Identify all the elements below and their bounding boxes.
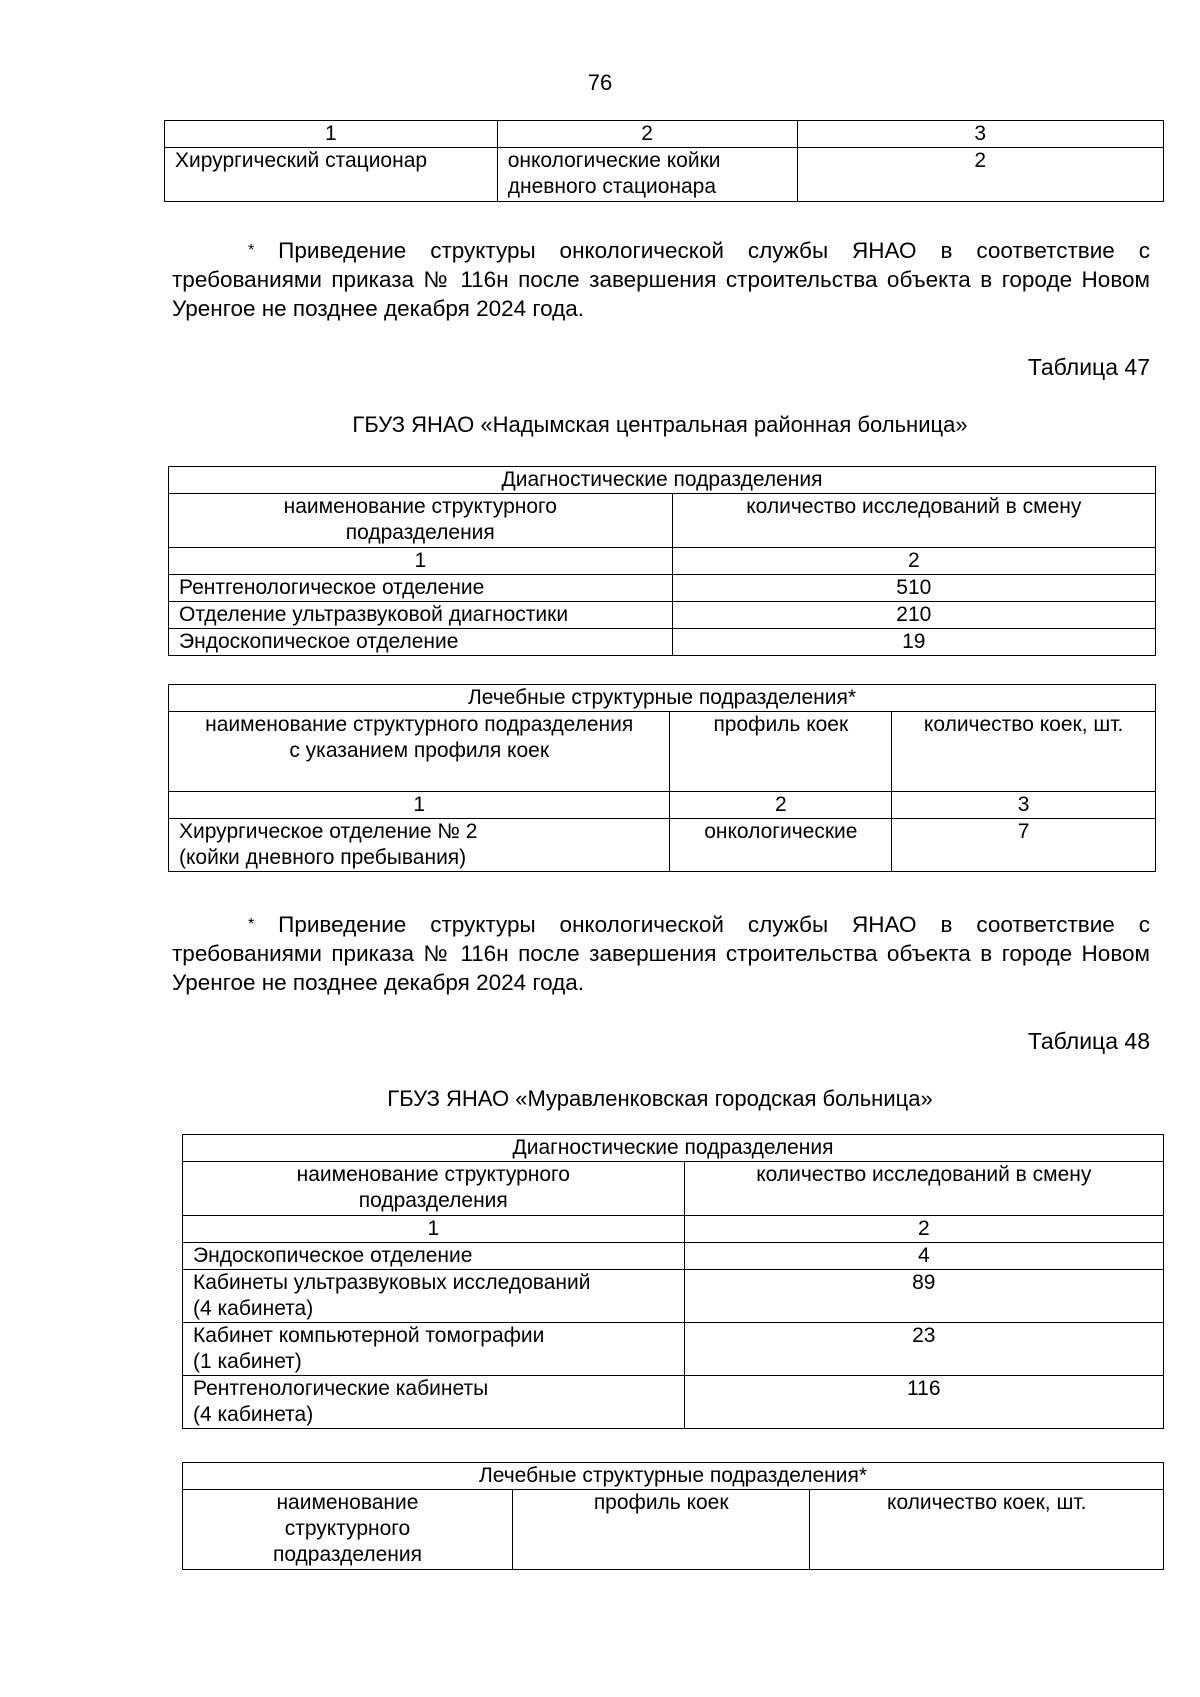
exam-count: 210 xyxy=(672,602,1155,629)
column-header: профиль коек xyxy=(512,1490,810,1570)
column-number-row xyxy=(183,1216,1164,1243)
column-number: 3 xyxy=(892,792,1156,819)
unit-name xyxy=(183,1323,685,1376)
unit-name: Эндоскопическое отделение xyxy=(169,629,673,656)
unit-name: Эндоскопическое отделение xyxy=(183,1243,685,1270)
footnote xyxy=(172,910,1150,997)
footnote-asterisk: * xyxy=(248,242,255,259)
column-number: 3 xyxy=(797,121,1163,148)
table-row xyxy=(169,575,1156,602)
unit-name-line: (1 кабинет) xyxy=(193,1350,302,1373)
exam-count: 89 xyxy=(684,1270,1163,1323)
diagnostic-table xyxy=(182,1134,1164,1429)
column-header: профиль коек xyxy=(670,712,892,792)
column-number: 1 xyxy=(183,1216,685,1243)
unit-name: Хирургический стационар xyxy=(165,148,498,202)
column-header: наименование структурного подразделения xyxy=(183,1490,513,1570)
column-number: 1 xyxy=(169,548,673,575)
footnote xyxy=(172,236,1150,323)
footnote-text: Приведение структуры онкологической службы ЯНАО в соответствие с требованиями приказа № 116н после завершения строительства объекта в городе Новом Уренгое не позднее декабря 2024 года. xyxy=(172,238,1150,321)
table-row xyxy=(165,148,1164,202)
column-header: наименование структурного подразделения с указанием профиля коек xyxy=(169,712,670,792)
column-number: 2 xyxy=(670,792,892,819)
table-row xyxy=(183,1376,1164,1429)
table-header-row xyxy=(169,712,1156,792)
exam-count: 19 xyxy=(672,629,1155,656)
table-caption-row xyxy=(183,1135,1164,1162)
treatment-table xyxy=(182,1462,1164,1570)
table-caption: Лечебные структурные подразделения* xyxy=(169,685,1156,712)
table-header-row xyxy=(165,121,1164,148)
unit-name xyxy=(183,1270,685,1323)
table-caption-row xyxy=(169,685,1156,712)
page-number: 76 xyxy=(587,70,613,95)
table-header-row xyxy=(183,1490,1164,1570)
unit-name xyxy=(183,1376,685,1429)
unit-name: Отделение ультразвуковой диагностики xyxy=(169,602,673,629)
exam-count: 510 xyxy=(672,575,1155,602)
bed-profile: онкологические койки дневного стационара xyxy=(497,148,797,202)
table-label: Таблица 48 xyxy=(1027,1028,1150,1054)
column-number: 2 xyxy=(684,1216,1163,1243)
table-row xyxy=(169,602,1156,629)
exam-count: 23 xyxy=(684,1323,1163,1376)
table-row xyxy=(169,629,1156,656)
unit-name xyxy=(169,819,670,872)
unit-name: Рентгенологическое отделение xyxy=(169,575,673,602)
footnote-text: Приведение структуры онкологической службы ЯНАО в соответствие с требованиями приказа № 116н после завершения строительства объекта в городе Новом Уренгое не позднее декабря 2024 года. xyxy=(172,912,1150,995)
unit-name-line: Кабинет компьютерной томографии xyxy=(193,1324,545,1347)
unit-name-line: (койки дневного пребывания) xyxy=(179,846,467,869)
column-header: количество коек, шт. xyxy=(810,1490,1164,1570)
column-number-row xyxy=(169,792,1156,819)
table-row xyxy=(183,1270,1164,1323)
institution-title: ГБУЗ ЯНАО «Надымская центральная районная больница» xyxy=(352,412,968,437)
bed-profile: онкологические xyxy=(670,819,892,872)
unit-name-line: Хирургическое отделение № 2 xyxy=(179,820,478,843)
table-label: Таблица 47 xyxy=(1027,354,1150,380)
column-number: 1 xyxy=(165,121,498,148)
column-number: 2 xyxy=(672,548,1155,575)
table-caption: Диагностические подразделения xyxy=(183,1135,1164,1162)
unit-name-line: (4 кабинета) xyxy=(193,1403,314,1426)
treatment-table xyxy=(168,684,1156,872)
unit-name-line: Кабинеты ультразвуковых исследований xyxy=(193,1271,591,1294)
table-header-row xyxy=(169,494,1156,548)
table-caption: Диагностические подразделения xyxy=(169,467,1156,494)
table-header-row xyxy=(183,1162,1164,1216)
bed-count: 2 xyxy=(797,148,1163,202)
table-row xyxy=(169,819,1156,872)
column-header: наименование структурного подразделения xyxy=(183,1162,685,1216)
column-header: количество коек, шт. xyxy=(892,712,1156,792)
column-header: количество исследований в смену xyxy=(684,1162,1163,1216)
column-number: 1 xyxy=(169,792,670,819)
table-row xyxy=(183,1243,1164,1270)
exam-count: 116 xyxy=(684,1376,1163,1429)
unit-name-line: (4 кабинета) xyxy=(193,1297,314,1320)
institution-title: ГБУЗ ЯНАО «Муравленковская городская больница» xyxy=(387,1086,933,1111)
diagnostic-table xyxy=(168,466,1156,656)
table-caption-row xyxy=(169,467,1156,494)
unit-name-line: Рентгенологические кабинеты xyxy=(193,1377,489,1400)
table-caption-row xyxy=(183,1463,1164,1490)
footnote-asterisk: * xyxy=(248,916,255,933)
exam-count: 4 xyxy=(684,1243,1163,1270)
column-header: наименование структурного подразделения xyxy=(169,494,673,548)
continuation-table xyxy=(164,120,1164,202)
table-row xyxy=(183,1323,1164,1376)
column-header: количество исследований в смену xyxy=(672,494,1155,548)
table-caption: Лечебные структурные подразделения* xyxy=(183,1463,1164,1490)
column-number-row xyxy=(169,548,1156,575)
column-number: 2 xyxy=(497,121,797,148)
bed-count: 7 xyxy=(892,819,1156,872)
